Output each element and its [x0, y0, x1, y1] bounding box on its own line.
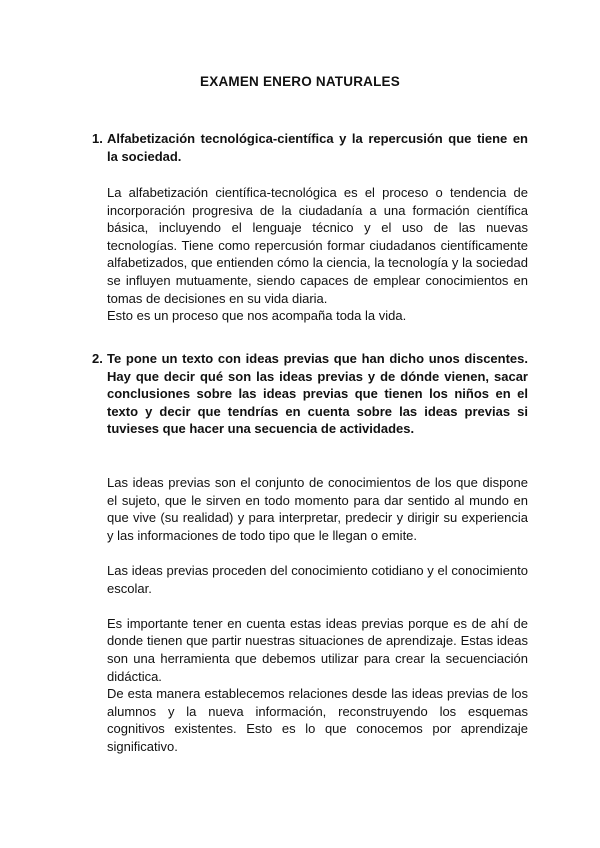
question-2-number: 2.	[92, 351, 103, 366]
answer-2-paragraph: De esta manera establecemos relaciones desde las ideas previas de los alumnos y la nueva información, reconstruyendo los esquemas cognitivos existentes. Esto es lo que conocemos por aprendizaje significativo.	[107, 686, 528, 754]
question-1	[92, 130, 528, 165]
question-1-text: Alfabetización tecnológica-científica y la repercusión que tiene en la sociedad.	[107, 131, 528, 164]
answer-2	[107, 474, 528, 756]
answer-2-paragraph: Las ideas previas proceden del conocimiento cotidiano y el conocimiento escolar.	[107, 562, 528, 596]
question-2	[92, 350, 528, 438]
answer-2-paragraph: Las ideas previas son el conjunto de conocimientos de los que dispone el sujeto, que le sirven en todo momento para dar sentido al mundo en que vive (su realidad) y para interpretar, predecir y dirigir su experiencia y las informaciones de todo tipo que le llegan o emite.	[107, 475, 528, 543]
answer-1-paragraph: La alfabetización científica-tecnológica es el proceso o tendencia de incorporación progresiva de la ciudadanía a una formación científica básica, incluyendo el lenguaje técnico y el uso de las nuevas tecnologías. Tiene como repercusión formar ciudadanos científicamente alfabetizados, que entienden cómo la ciencia, la tecnología y la sociedad se influyen mutuamente, siendo capaces de emplear conocimientos en tomas de decisiones en su vida diaria.	[107, 185, 528, 306]
answer-2-paragraph: Es importante tener en cuenta estas ideas previas porque es de ahí de donde tienen que partir nuestras situaciones de aprendizaje. Estas ideas son una herramienta que debemos utilizar para crear la secuenciación didáctica.	[107, 615, 528, 684]
document-title: EXAMEN ENERO NATURALES	[200, 74, 400, 89]
answer-1-paragraph: Esto es un proceso que nos acompaña toda la vida.	[107, 308, 407, 324]
question-1-number: 1.	[92, 131, 103, 146]
answer-1	[107, 184, 528, 325]
question-2-text: Te pone un texto con ideas previas que han dicho unos discentes. Hay que decir qué son las ideas previas y de dónde vienen, sacar conclusiones sobre las ideas previas que tienen los niños en el texto y decir que tendrías en cuenta sobre las ideas previas si tuvieses que hacer una secuencia de actividades.	[107, 351, 528, 436]
